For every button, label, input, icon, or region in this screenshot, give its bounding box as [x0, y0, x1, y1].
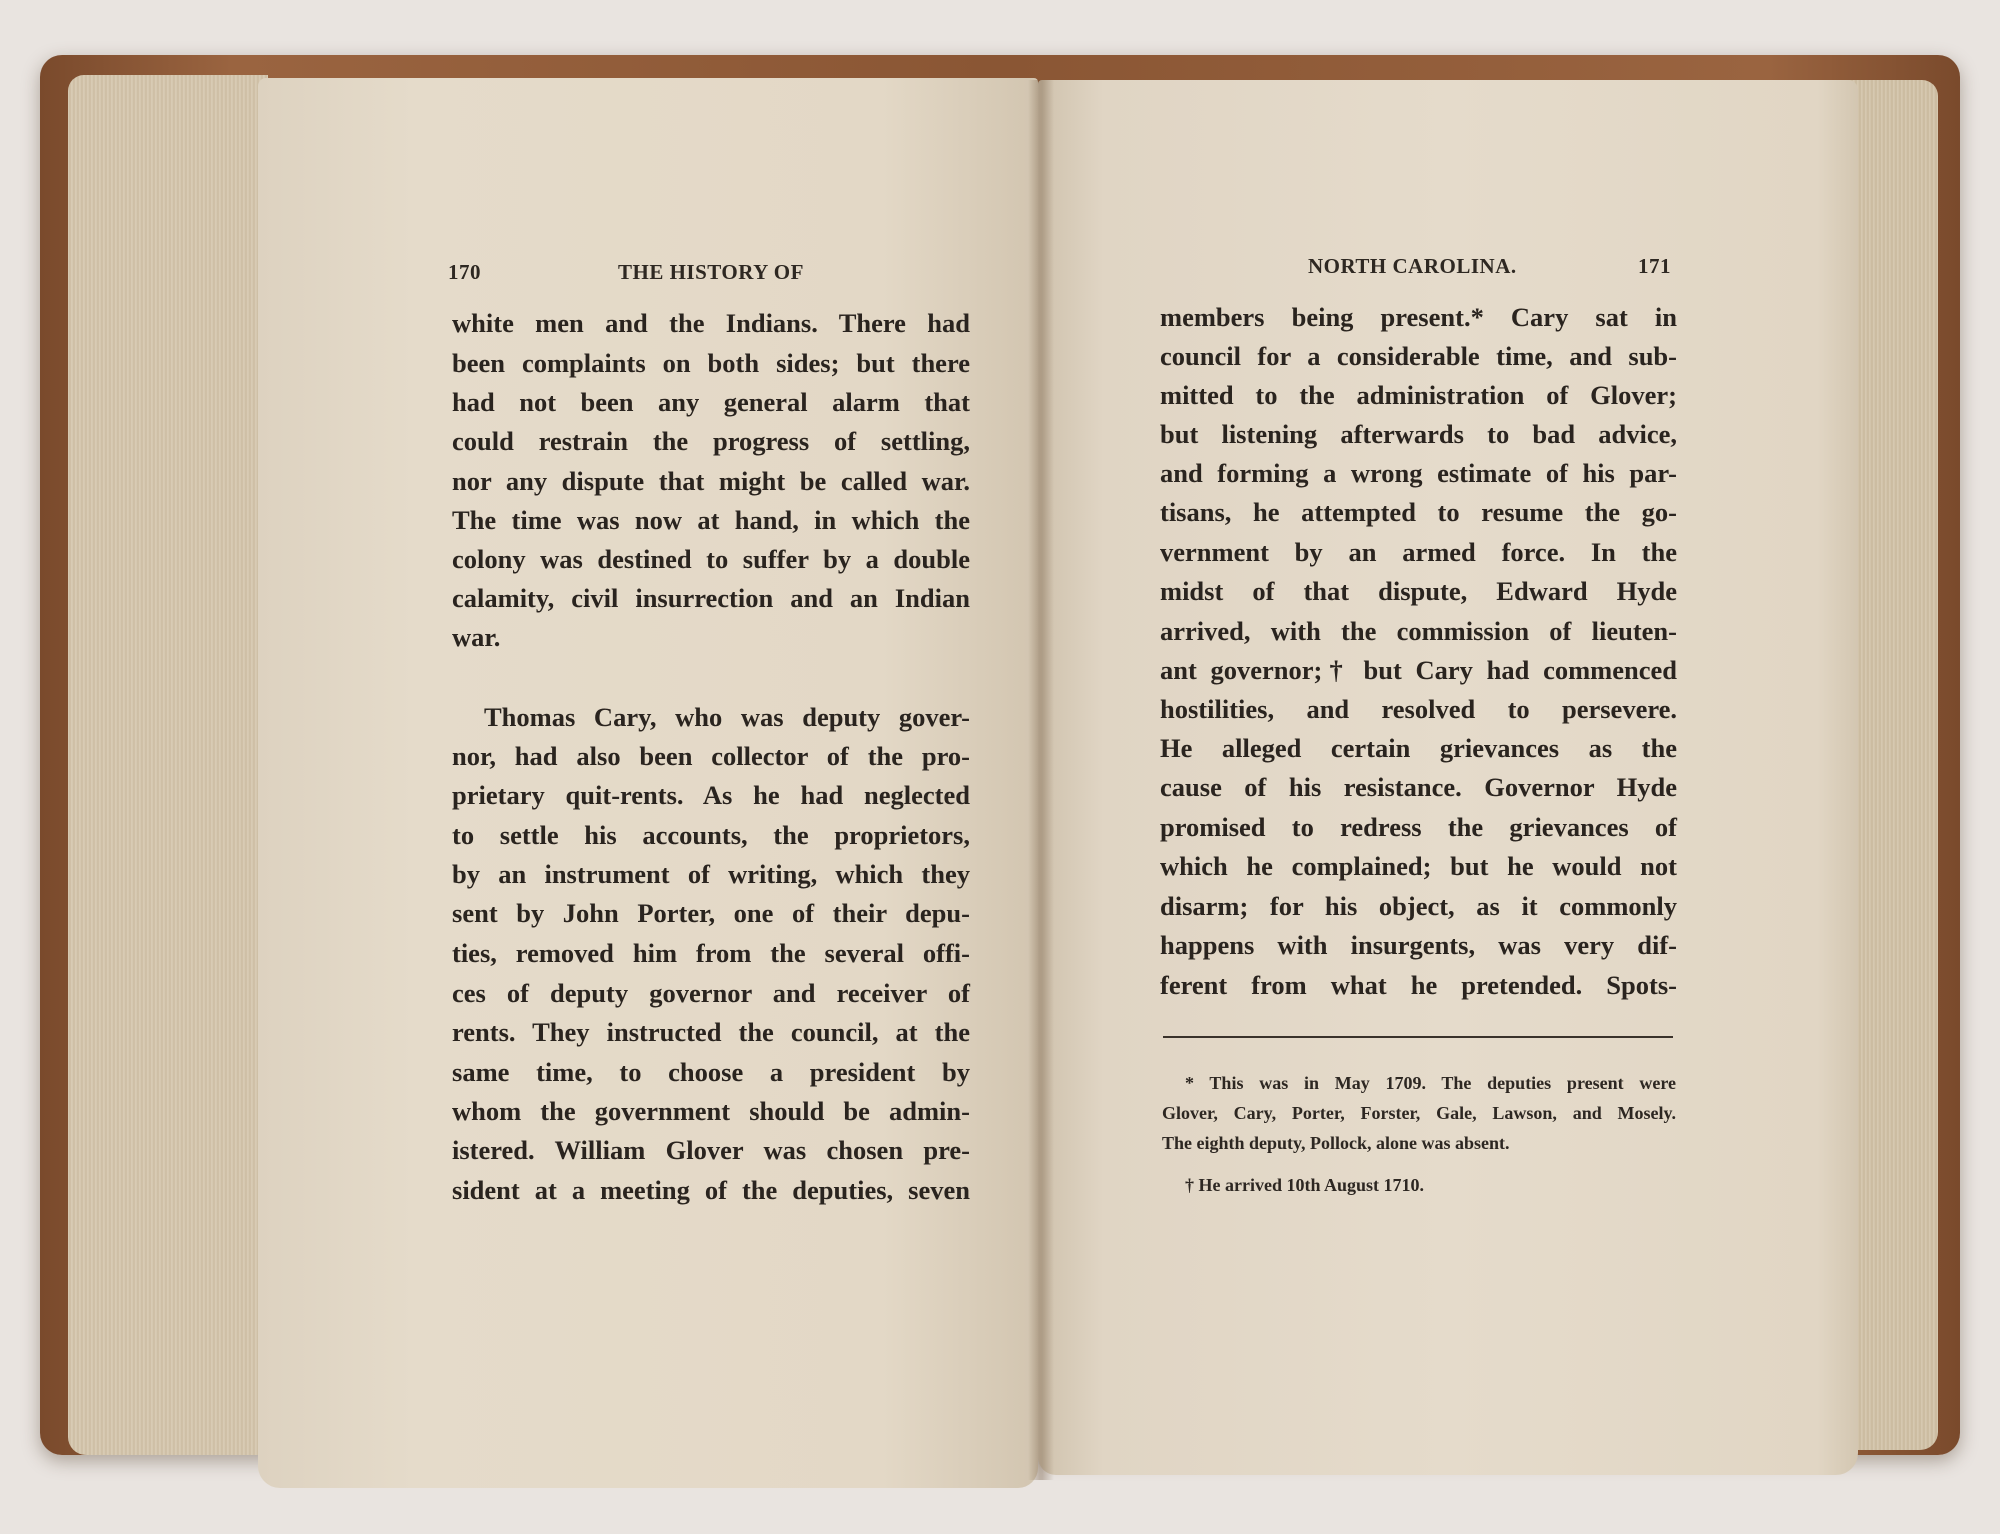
- body-line: council for a considerable time, and sub-: [1160, 341, 1677, 371]
- body-line: disarm; for his object, as it commonly: [1160, 891, 1677, 921]
- body-line: prietary quit-rents. As he had neglected: [452, 780, 970, 810]
- body-line: nor any dispute that might be called war.: [452, 466, 970, 496]
- footnote-line: Glover, Cary, Porter, Forster, Gale, Lawson, and Mosely.: [1162, 1103, 1676, 1123]
- body-line: could restrain the progress of settling,: [452, 426, 970, 456]
- footnote-line: * This was in May 1709. The deputies present were: [1185, 1073, 1676, 1093]
- right-page-number: 171: [1638, 254, 1671, 278]
- body-line: had not been any general alarm that: [452, 387, 970, 417]
- body-line: rents. They instructed the council, at the: [452, 1017, 970, 1047]
- body-line: which he complained; but he would not: [1160, 851, 1677, 881]
- body-line: Thomas Cary, who was deputy gover-: [484, 702, 970, 732]
- body-line: mitted to the administration of Glover;: [1160, 380, 1677, 410]
- body-line: The time was now at hand, in which the: [452, 505, 970, 535]
- body-line: cause of his resistance. Governor Hyde: [1160, 772, 1677, 802]
- body-line: colony was destined to suffer by a double: [452, 544, 970, 574]
- body-line: promised to redress the grievances of: [1160, 812, 1677, 842]
- left-page-edges: [68, 75, 268, 1455]
- footnote-rule: [1163, 1036, 1673, 1038]
- body-line: happens with insurgents, was very dif-: [1160, 930, 1677, 960]
- body-line: white men and the Indians. There had: [452, 308, 970, 338]
- body-line: He alleged certain grievances as the: [1160, 733, 1677, 763]
- body-line: to settle his accounts, the proprietors,: [452, 820, 970, 850]
- body-line: hostilities, and resolved to persevere.: [1160, 694, 1677, 724]
- body-line: but listening afterwards to bad advice,: [1160, 419, 1677, 449]
- footnote-line: The eighth deputy, Pollock, alone was absent.: [1162, 1133, 1510, 1153]
- body-line: members being present.* Cary sat in: [1160, 302, 1677, 332]
- left-running-head: THE HISTORY OF: [618, 260, 804, 284]
- right-running-head: NORTH CAROLINA.: [1308, 254, 1517, 278]
- body-line: ties, removed him from the several offi-: [452, 938, 970, 968]
- footnote-line: † He arrived 10th August 1710.: [1185, 1175, 1425, 1195]
- body-line: nor, had also been collector of the pro-: [452, 741, 970, 771]
- body-line: arrived, with the commission of lieuten-: [1160, 616, 1677, 646]
- body-line: sent by John Porter, one of their depu-: [452, 898, 970, 928]
- left-page-number: 170: [448, 260, 481, 284]
- body-line: sident at a meeting of the deputies, seven: [452, 1175, 970, 1205]
- body-line: been complaints on both sides; but there: [452, 348, 970, 378]
- body-line: whom the government should be admin-: [452, 1096, 970, 1126]
- body-line: by an instrument of writing, which they: [452, 859, 970, 889]
- body-line: same time, to choose a president by: [452, 1057, 970, 1087]
- body-line: ant governor;† but Cary had commenced: [1160, 655, 1677, 685]
- body-line: ces of deputy governor and receiver of: [452, 978, 970, 1008]
- body-line: war.: [452, 622, 501, 652]
- body-line: calamity, civil insurrection and an Indian: [452, 583, 970, 613]
- body-line: istered. William Glover was chosen pre-: [452, 1135, 970, 1165]
- body-line: tisans, he attempted to resume the go-: [1160, 497, 1677, 527]
- body-line: vernment by an armed force. In the: [1160, 537, 1677, 567]
- body-line: ferent from what he pretended. Spots-: [1160, 970, 1677, 1000]
- book-gutter: [1028, 80, 1054, 1480]
- body-line: and forming a wrong estimate of his par-: [1160, 458, 1677, 488]
- body-line: midst of that dispute, Edward Hyde: [1160, 576, 1677, 606]
